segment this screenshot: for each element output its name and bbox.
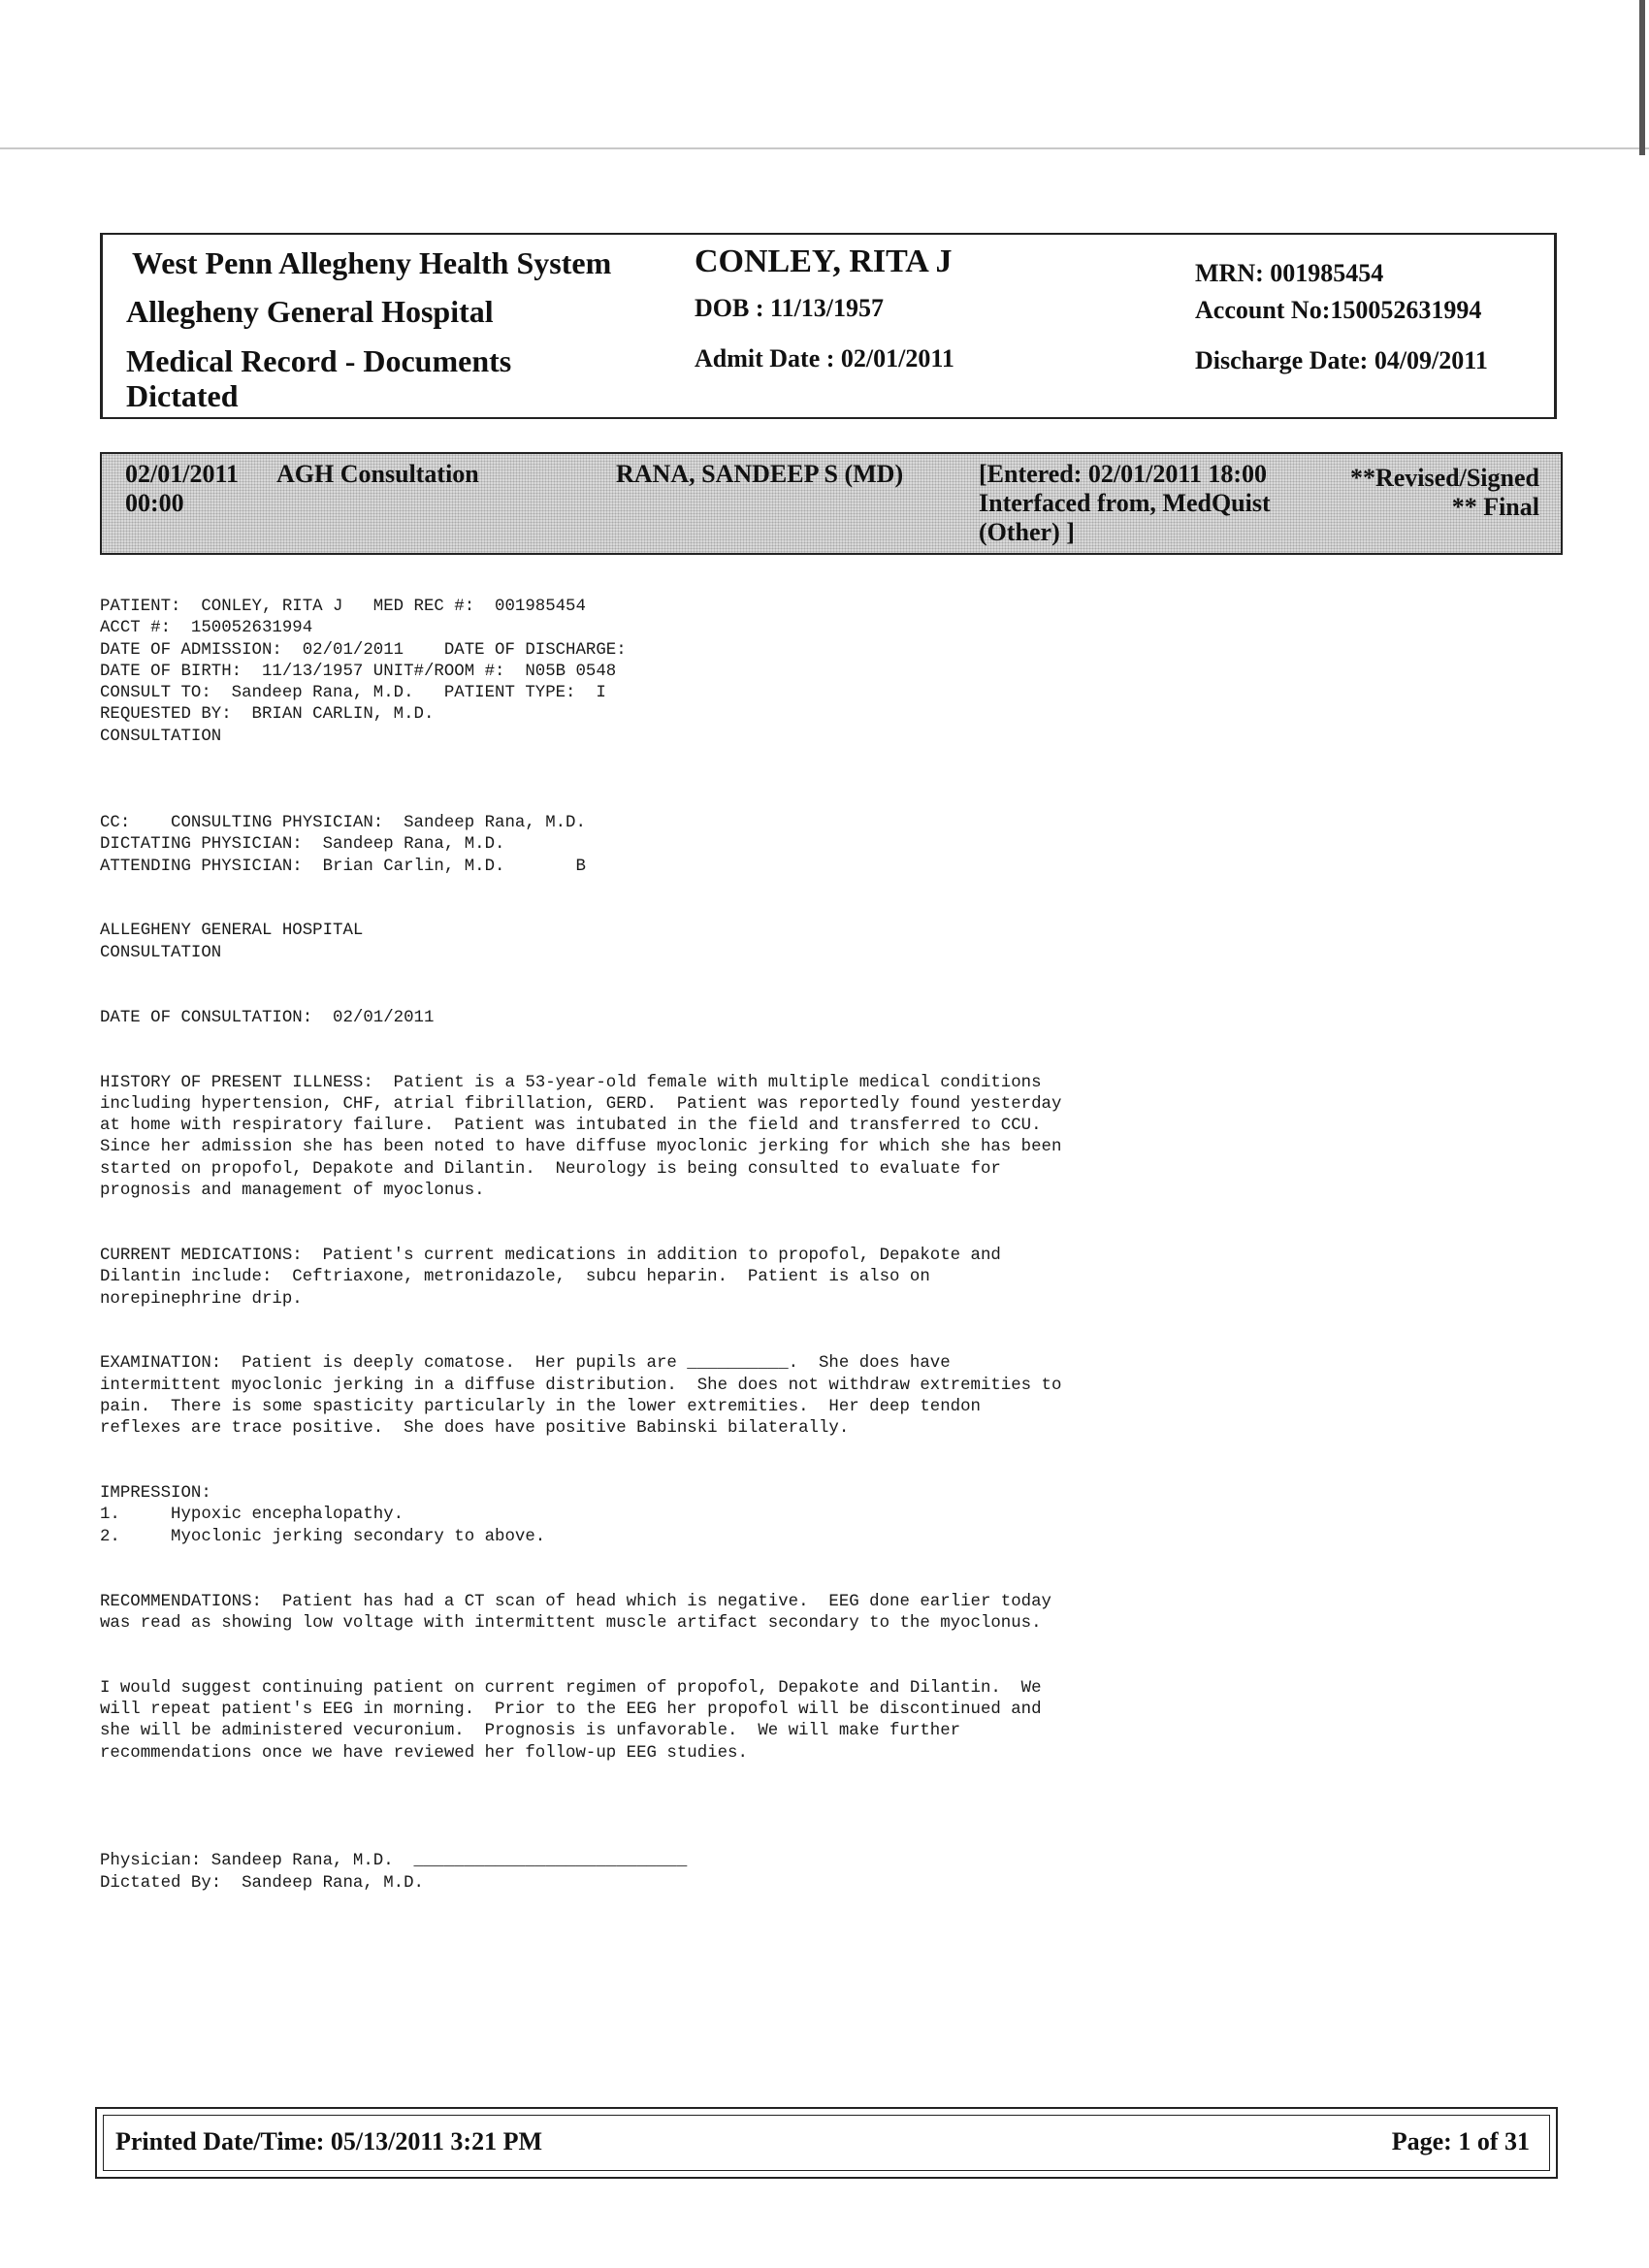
discharge-date: Discharge Date: 04/09/2011	[1195, 346, 1488, 374]
signature-block: Physician: Sandeep Rana, M.D. ___________________________ Dictated By: Sandeep Rana, M.D.	[100, 1852, 688, 1893]
record-header	[100, 233, 1557, 419]
document-status: **Revised/Signed ** Final	[1349, 464, 1539, 521]
examination: EXAMINATION: Patient is deeply comatose. Her pupils are __________. She does have intermittent myoclonic jerking in a diffuse distribution. She does not withdraw extremities to pain. There is some spasticity particularly in the lower extremities. Her deep tendon reflexes are trace positive. She does have positive Babinski bilaterally.	[100, 1354, 1062, 1439]
document-datetime: 02/01/2011 00:00	[125, 460, 240, 517]
scan-edge-shadow	[1639, 0, 1645, 155]
recommendations: RECOMMENDATIONS: Patient has had a CT scan of head which is negative. EEG done earlier today was read as showing low voltage with intermittent muscle artifact secondary to the myoclonus.	[100, 1592, 1051, 1633]
history-of-present-illness: HISTORY OF PRESENT ILLNESS: Patient is a 53-year-old female with multiple medical conditions including hypertension, CHF, atrial fibrillation, GERD. Patient was reportedly found yesterday at home with respiratory failure. Patient was intubated in the field and transferred to CCU. Since her admission she has been noted to have diffuse myoclonic jerking for which she has been started on propofol, Depakote and Dilantin. Neurology is being consulted to evaluate for prognosis and management of myoclonus.	[100, 1073, 1062, 1201]
org-name: West Penn Allegheny Health System	[132, 245, 612, 280]
hospital-name: Allegheny General Hospital	[126, 294, 494, 329]
footer-inner-border	[103, 2115, 1550, 2171]
account-number: Account No:150052631994	[1195, 296, 1482, 324]
patient-dob: DOB : 11/13/1957	[695, 294, 885, 322]
suggestion-paragraph: I would suggest continuing patient on current regimen of propofol, Depakote and Dilantin. We will repeat patient's EEG in morning. Prior to the EEG her propofol will be discontinued and she will be administered vecuronium. Prognosis is unfavorable. We will make further recommendations once we have reviewed her follow-up EEG studies.	[100, 1678, 1042, 1763]
mrn: MRN: 001985454	[1195, 259, 1384, 287]
patient-info-block: PATIENT: CONLEY, RITA J MED REC #: 001985454 ACCT #: 150052631994 DATE OF ADMISSION: 02/01/2011 DATE OF DISCHARGE: DATE OF BIRTH: 11/13/1957 UNIT#/ROOM #: N05B 0548 CONSULT TO: Sandeep Rana, M.D. PATIENT TYPE: I REQUESTED BY: BRIAN CARLIN, M.D. CONSULTATION	[100, 598, 627, 746]
impression: IMPRESSION: 1. Hypoxic encephalopathy. 2. Myoclonic jerking secondary to above.	[100, 1484, 546, 1546]
record-type: Medical Record - Documents Dictated	[126, 343, 512, 413]
current-medications: CURRENT MEDICATIONS: Patient's current medications in addition to propofol, Depakote and Dilantin include: Ceftriaxone, metronidazole, subcu heparin. Patient is also on norepinephrine drip.	[100, 1246, 1001, 1309]
patient-name: CONLEY, RITA J	[695, 243, 953, 279]
consultation-body	[100, 597, 1303, 1895]
entered-info: [Entered: 02/01/2011 18:00 Interfaced from, MedQuist (Other) ]	[979, 460, 1271, 546]
document-author: RANA, SANDEEP S (MD)	[616, 460, 904, 488]
printed-datetime: Printed Date/Time: 05/13/2011 3:21 PM	[115, 2127, 543, 2155]
document-type: AGH Consultation	[276, 460, 479, 488]
print-footer	[95, 2107, 1558, 2179]
scan-edge-line	[0, 147, 1649, 149]
cc-block: CC: CONSULTING PHYSICIAN: Sandeep Rana, M.D. DICTATING PHYSICIAN: Sandeep Rana, M.D. ATTENDING PHYSICIAN: Brian Carlin, M.D. B	[100, 813, 586, 876]
hospital-block: ALLEGHENY GENERAL HOSPITAL CONSULTATION	[100, 922, 364, 962]
page-number: Page: 1 of 31	[1391, 2127, 1530, 2155]
document-bar	[100, 452, 1563, 555]
admit-date: Admit Date : 02/01/2011	[695, 344, 954, 373]
consultation-date: DATE OF CONSULTATION: 02/01/2011	[100, 1008, 435, 1027]
